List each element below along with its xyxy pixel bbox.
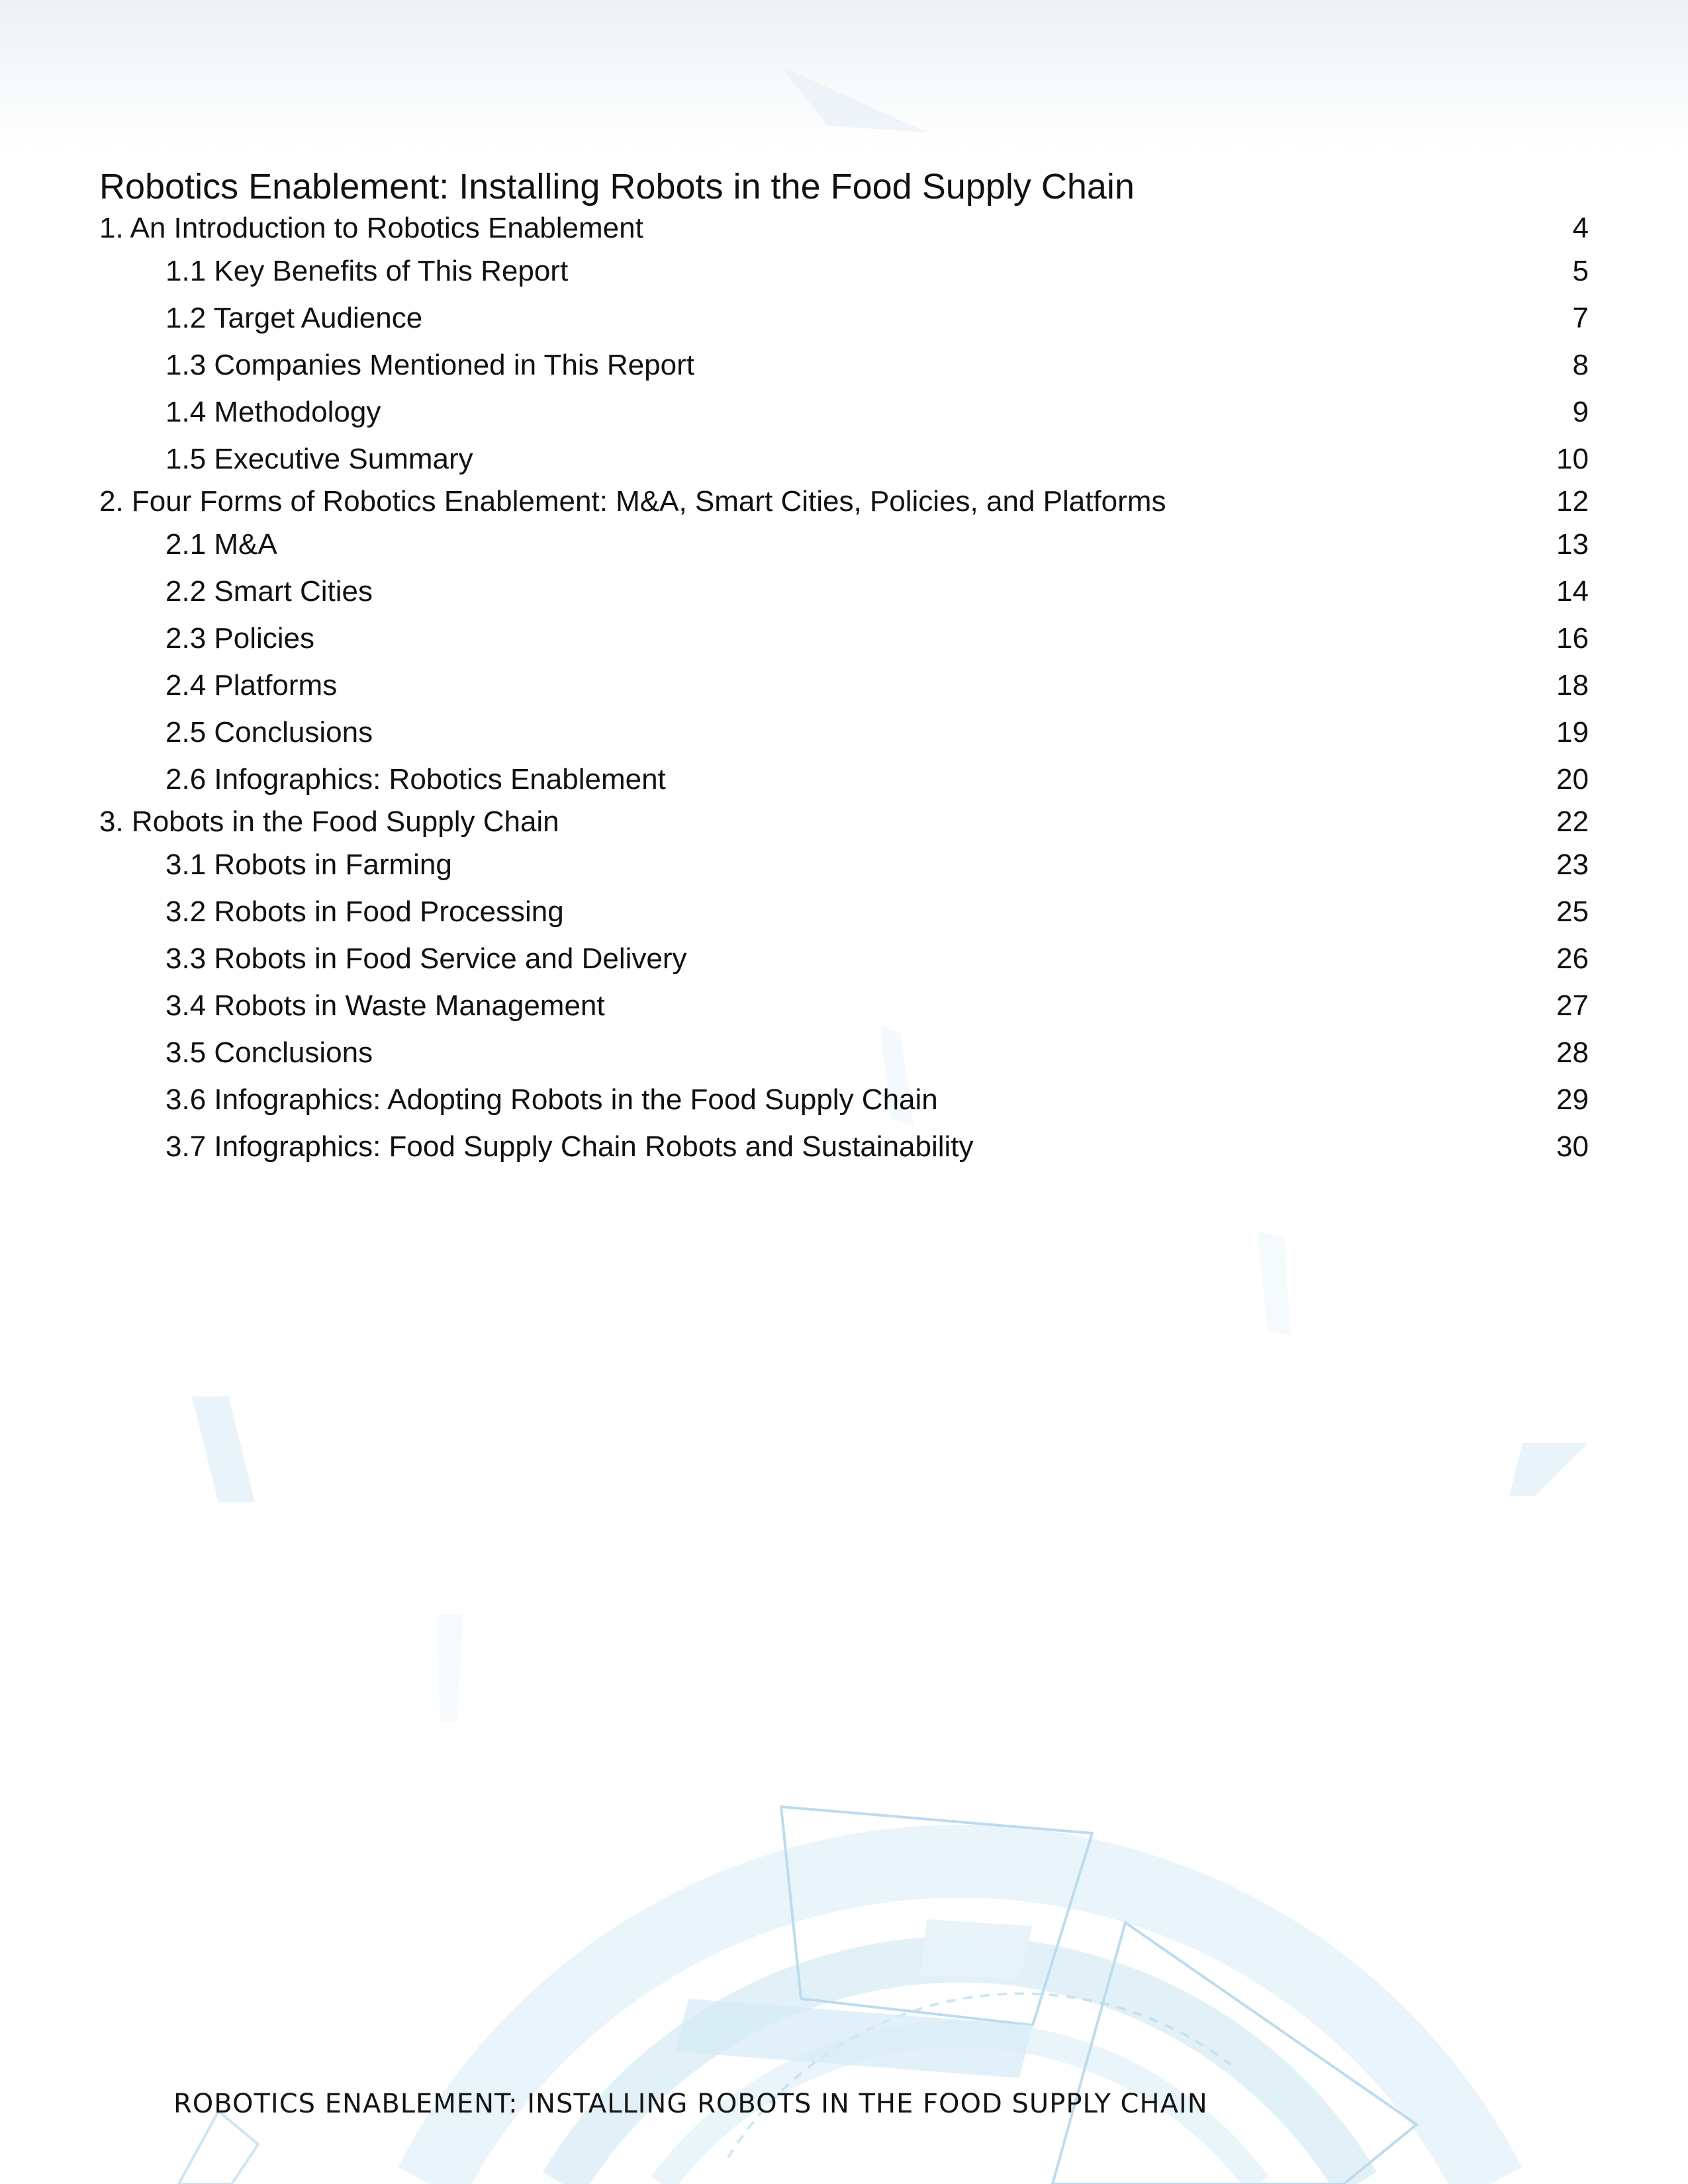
toc-entry-page: 30	[1556, 1130, 1589, 1163]
toc-entry-page: 20	[1556, 763, 1589, 796]
toc-entry-label: 2.3 Policies	[165, 622, 315, 655]
toc-entry-label: 1.2 Target Audience	[165, 302, 423, 334]
page-footer: ROBOTICS ENABLEMENT: INSTALLING ROBOTS IN THE FOOD SUPPLY CHAIN	[173, 2089, 1208, 2119]
toc-entry-label: 3.4 Robots in Waste Management	[165, 989, 605, 1022]
toc-entry-label: 2. Four Forms of Robotics Enablement: M&A, Smart Cities, Policies, and Platforms	[99, 485, 1166, 518]
toc-entry-label: 1.5 Executive Summary	[165, 443, 473, 475]
toc-entry[interactable]	[99, 662, 1589, 709]
toc-entry-label: 3.5 Conclusions	[165, 1036, 373, 1069]
toc-entry[interactable]	[99, 803, 1589, 841]
toc-entry-page: 7	[1572, 302, 1589, 334]
toc-entry[interactable]	[99, 982, 1589, 1029]
toc-entry[interactable]	[99, 482, 1589, 521]
toc-entry-page: 8	[1572, 349, 1589, 381]
toc-entry-label: 2.6 Infographics: Robotics Enablement	[165, 763, 666, 796]
toc-entry[interactable]	[99, 341, 1589, 388]
toc-entry-label: 3.2 Robots in Food Processing	[165, 895, 564, 928]
toc-entry-page: 25	[1556, 895, 1589, 928]
toc-entry[interactable]	[99, 709, 1589, 756]
toc-entry-page: 29	[1556, 1083, 1589, 1116]
toc-entry[interactable]	[99, 209, 1589, 248]
toc-entry[interactable]	[99, 295, 1589, 341]
toc-entry[interactable]	[99, 935, 1589, 982]
toc-entry-page: 4	[1572, 212, 1589, 244]
toc-entry-page: 5	[1572, 255, 1589, 287]
toc-entry-label: 3.6 Infographics: Adopting Robots in the Food Supply Chain	[165, 1083, 938, 1116]
toc-entry-label: 3.3 Robots in Food Service and Delivery	[165, 942, 687, 975]
toc-entry-page: 9	[1572, 396, 1589, 428]
toc-entry-label: 1.1 Key Benefits of This Report	[165, 255, 569, 287]
toc-entry-page: 12	[1556, 485, 1589, 518]
toc-entry-label: 3.1 Robots in Farming	[165, 848, 452, 881]
toc-entry[interactable]	[99, 841, 1589, 888]
toc-entry-page: 27	[1556, 989, 1589, 1022]
document-title: Robotics Enablement: Installing Robots in the Food Supply Chain	[99, 167, 1135, 206]
toc-entry-page: 10	[1556, 443, 1589, 475]
table-of-contents	[99, 165, 1589, 1170]
toc-entry[interactable]	[99, 1123, 1589, 1170]
toc-entry[interactable]	[99, 568, 1589, 615]
toc-entry[interactable]	[99, 435, 1589, 482]
toc-entry-page: 26	[1556, 942, 1589, 975]
toc-entry-page: 13	[1556, 528, 1589, 561]
toc-entry-label: 2.4 Platforms	[165, 669, 338, 702]
toc-entry-label: 3.7 Infographics: Food Supply Chain Robots and Sustainability	[165, 1130, 974, 1163]
toc-entry-label: 1. An Introduction to Robotics Enablement	[99, 212, 643, 244]
toc-entry-label: 1.3 Companies Mentioned in This Report	[165, 349, 694, 381]
toc-entry-label: 1.4 Methodology	[165, 396, 381, 428]
toc-entry-page: 22	[1556, 805, 1589, 838]
toc-entry[interactable]	[99, 756, 1589, 803]
toc-entry[interactable]	[99, 1029, 1589, 1076]
toc-entry[interactable]	[99, 248, 1589, 295]
toc-entry-page: 14	[1556, 575, 1589, 608]
toc-entry-page: 18	[1556, 669, 1589, 702]
toc-entry[interactable]	[99, 521, 1589, 568]
toc-entry[interactable]	[99, 615, 1589, 662]
toc-entry-page: 28	[1556, 1036, 1589, 1069]
toc-entry-page: 16	[1556, 622, 1589, 655]
toc-entry[interactable]	[99, 388, 1589, 435]
toc-entry-label: 2.2 Smart Cities	[165, 575, 373, 608]
toc-entry[interactable]	[99, 1076, 1589, 1123]
toc-entry-label: 2.5 Conclusions	[165, 716, 373, 749]
toc-entry-label: 3. Robots in the Food Supply Chain	[99, 805, 559, 838]
toc-entry-label: 2.1 M&A	[165, 528, 277, 561]
toc-entry[interactable]	[99, 888, 1589, 935]
toc-entry-page: 23	[1556, 848, 1589, 881]
toc-entry-page: 19	[1556, 716, 1589, 749]
